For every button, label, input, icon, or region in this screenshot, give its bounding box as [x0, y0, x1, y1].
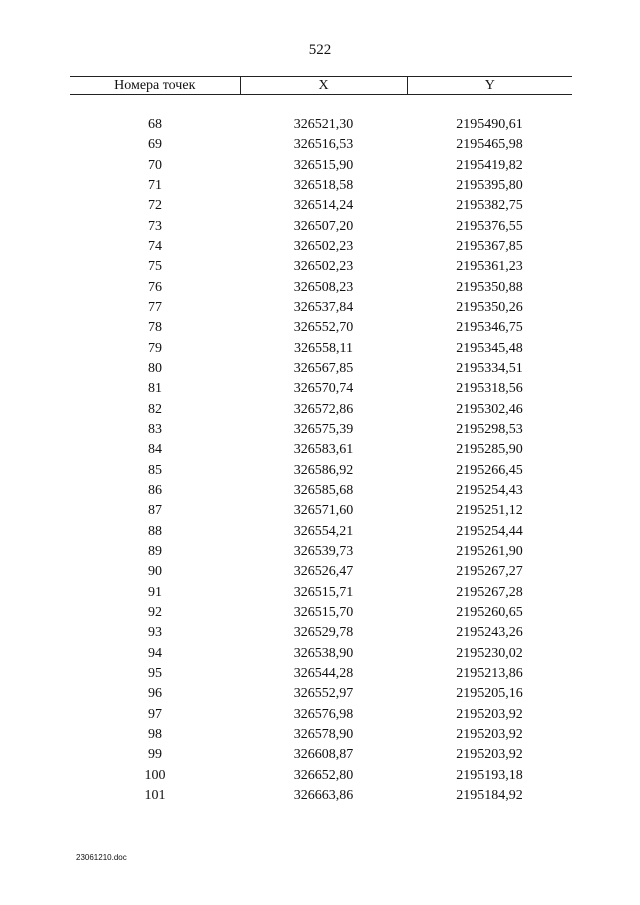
- cell-x: 326586,92: [293, 462, 354, 478]
- cell-y: 2195367,85: [456, 239, 523, 255]
- cell-y: 2195490,61: [456, 117, 523, 133]
- cell-point-number: 100: [144, 767, 166, 783]
- cell-y: 2195203,92: [456, 747, 523, 763]
- cell-x: 326529,78: [293, 625, 354, 641]
- table-row: [70, 278, 572, 298]
- footer-doc-name: 23061210.doc: [76, 853, 127, 862]
- cell-x: 326552,97: [293, 686, 354, 702]
- table-row: [70, 684, 572, 704]
- table-row: [70, 603, 572, 623]
- cell-point-number: 80: [148, 361, 162, 377]
- cell-y: 2195350,26: [456, 300, 523, 316]
- cell-x: 326585,68: [293, 483, 354, 499]
- cell-y: 2195254,44: [456, 523, 523, 539]
- cell-point-number: 96: [148, 686, 162, 702]
- table-row: [70, 745, 572, 765]
- cell-point-number: 95: [148, 666, 162, 682]
- table-row: [70, 339, 572, 359]
- cell-x: 326537,84: [293, 300, 354, 316]
- cell-y: 2195334,51: [456, 361, 523, 377]
- cell-y: 2195254,43: [456, 483, 523, 499]
- table-row: [70, 196, 572, 216]
- table-header: [70, 77, 572, 95]
- cell-x: 326663,86: [293, 787, 354, 803]
- cell-y: 2195243,26: [456, 625, 523, 641]
- cell-point-number: 92: [148, 605, 162, 621]
- table-row: [70, 176, 572, 196]
- cell-y: 2195203,92: [456, 706, 523, 722]
- header-x: X: [240, 77, 407, 95]
- cell-x: 326526,47: [293, 564, 354, 580]
- cell-point-number: 99: [148, 747, 162, 763]
- cell-y: 2195395,80: [456, 178, 523, 194]
- cell-point-number: 82: [148, 401, 162, 417]
- cell-x: 326502,23: [293, 239, 354, 255]
- cell-y: 2195266,45: [456, 462, 523, 478]
- cell-y: 2195298,53: [456, 422, 523, 438]
- cell-x: 326515,71: [293, 584, 354, 600]
- cell-y: 2195361,23: [456, 259, 523, 275]
- cell-x: 326521,30: [293, 117, 354, 133]
- table-row: [70, 583, 572, 603]
- table-row: [70, 644, 572, 664]
- cell-point-number: 71: [148, 178, 162, 194]
- cell-point-number: 85: [148, 462, 162, 478]
- table-row: [70, 623, 572, 643]
- table-row: [70, 379, 572, 399]
- table-row: [70, 725, 572, 745]
- cell-y: 2195346,75: [456, 320, 523, 336]
- table-row: [70, 461, 572, 481]
- cell-x: 326575,39: [293, 422, 354, 438]
- cell-x: 326514,24: [293, 198, 354, 214]
- table-row: [70, 786, 572, 806]
- cell-point-number: 83: [148, 422, 162, 438]
- cell-y: 2195267,27: [456, 564, 523, 580]
- cell-x: 326507,20: [293, 218, 354, 234]
- table-row: [70, 420, 572, 440]
- table-row: [70, 400, 572, 420]
- cell-y: 2195213,86: [456, 666, 523, 682]
- cell-y: 2195345,48: [456, 340, 523, 356]
- cell-x: 326570,74: [293, 381, 354, 397]
- cell-y: 2195184,92: [456, 787, 523, 803]
- cell-y: 2195193,18: [456, 767, 523, 783]
- cell-x: 326554,21: [293, 523, 354, 539]
- cell-point-number: 70: [148, 157, 162, 173]
- table-row: [70, 440, 572, 460]
- table-row: [70, 766, 572, 786]
- cell-point-number: 94: [148, 645, 162, 661]
- cell-x: 326515,70: [293, 605, 354, 621]
- cell-x: 326572,86: [293, 401, 354, 417]
- cell-point-number: 77: [148, 300, 162, 316]
- cell-x: 326552,70: [293, 320, 354, 336]
- table-row: [70, 542, 572, 562]
- cell-y: 2195302,46: [456, 401, 523, 417]
- cell-point-number: 101: [144, 787, 166, 803]
- cell-point-number: 89: [148, 544, 162, 560]
- table-row: [70, 237, 572, 257]
- cell-x: 326544,28: [293, 666, 354, 682]
- cell-point-number: 79: [148, 340, 162, 356]
- cell-x: 326558,11: [294, 340, 353, 356]
- cell-y: 2195285,90: [456, 442, 523, 458]
- cell-point-number: 76: [148, 279, 162, 295]
- cell-y: 2195260,65: [456, 605, 523, 621]
- cell-point-number: 81: [148, 381, 162, 397]
- cell-y: 2195376,55: [456, 218, 523, 234]
- header-y: Y: [407, 77, 572, 95]
- cell-point-number: 91: [148, 584, 162, 600]
- table-row: [70, 298, 572, 318]
- cell-point-number: 90: [148, 564, 162, 580]
- cell-point-number: 74: [148, 239, 162, 255]
- cell-point-number: 93: [148, 625, 162, 641]
- table-row: [70, 562, 572, 582]
- table-row: [70, 115, 572, 135]
- cell-point-number: 75: [148, 259, 162, 275]
- table-row: [70, 156, 572, 176]
- table-row: [70, 664, 572, 684]
- table-body: [70, 95, 572, 807]
- page-number: 522: [308, 42, 332, 58]
- cell-x: 326539,73: [293, 544, 354, 560]
- coordinates-table: [70, 76, 572, 806]
- cell-x: 326515,90: [293, 157, 354, 173]
- cell-x: 326508,23: [293, 279, 354, 295]
- cell-x: 326608,87: [293, 747, 354, 763]
- cell-x: 326652,80: [293, 767, 354, 783]
- header-point-number: Номера точек: [70, 77, 240, 95]
- cell-y: 2195419,82: [456, 157, 523, 173]
- cell-x: 326538,90: [293, 645, 354, 661]
- cell-x: 326571,60: [293, 503, 354, 519]
- cell-point-number: 73: [148, 218, 162, 234]
- cell-point-number: 78: [148, 320, 162, 336]
- table-row: [70, 257, 572, 277]
- table-row: [70, 501, 572, 521]
- cell-point-number: 87: [148, 503, 162, 519]
- cell-x: 326578,90: [293, 727, 354, 742]
- cell-point-number: 69: [148, 137, 162, 153]
- cell-point-number: 97: [148, 706, 162, 722]
- cell-y: 2195251,12: [456, 503, 523, 519]
- cell-x: 326502,23: [293, 259, 354, 275]
- table-row: [70, 217, 572, 237]
- cell-y: 2195230,02: [456, 645, 523, 661]
- table-row: [70, 522, 572, 542]
- cell-y: 2195350,88: [456, 279, 523, 295]
- cell-point-number: 72: [148, 198, 162, 214]
- cell-x: 326567,85: [293, 361, 354, 377]
- table-row: [70, 705, 572, 725]
- cell-y: 2195465,98: [456, 137, 523, 153]
- cell-x: 326583,61: [293, 442, 354, 458]
- cell-y: 2195203,92: [456, 727, 523, 742]
- cell-y: 2195261,90: [456, 544, 523, 560]
- cell-point-number: 98: [148, 727, 162, 742]
- table-row: [70, 318, 572, 338]
- cell-point-number: 68: [148, 117, 162, 133]
- cell-point-number: 84: [148, 442, 162, 458]
- table-row: [70, 481, 572, 501]
- cell-y: 2195318,56: [456, 381, 523, 397]
- cell-x: 326576,98: [293, 706, 354, 722]
- cell-point-number: 88: [148, 523, 162, 539]
- cell-point-number: 86: [148, 483, 162, 499]
- cell-x: 326518,58: [293, 178, 354, 194]
- cell-y: 2195205,16: [456, 686, 523, 702]
- cell-x: 326516,53: [293, 137, 354, 153]
- cell-y: 2195267,28: [456, 584, 523, 600]
- table-row: [70, 135, 572, 155]
- cell-y: 2195382,75: [456, 198, 523, 214]
- table-row: [70, 359, 572, 379]
